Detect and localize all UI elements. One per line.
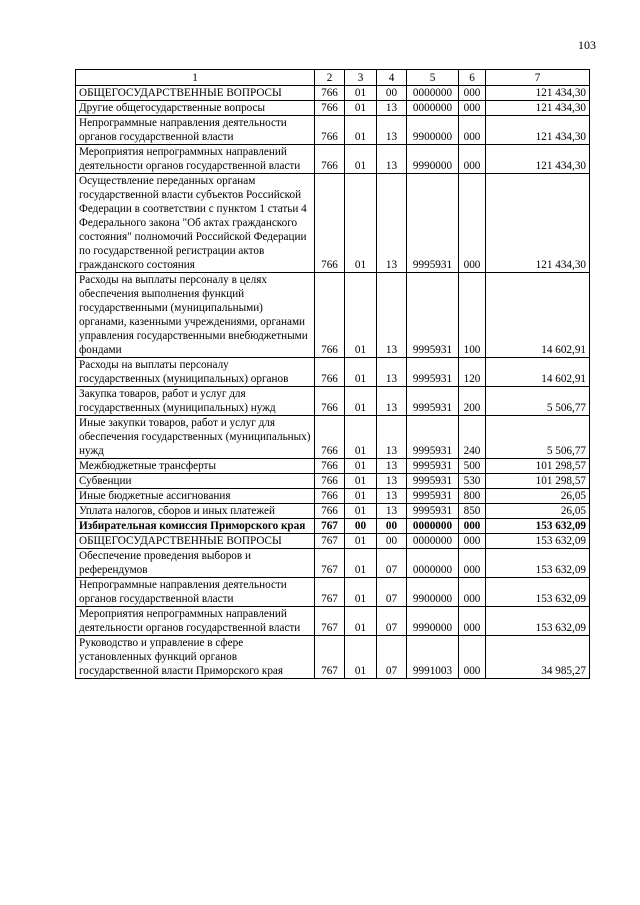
table-row (76, 578, 590, 607)
subsection-code: 13 (377, 145, 407, 174)
page-number: 103 (578, 38, 596, 52)
table-row (76, 116, 590, 145)
header-cell: 1 (76, 70, 315, 86)
row-name: Уплата налогов, сборов и иных платежей (76, 504, 315, 519)
row-name: ОБЩЕГОСУДАРСТВЕННЫЕ ВОПРОСЫ (76, 534, 315, 549)
amount: 5 506,77 (486, 387, 590, 416)
section-code: 01 (345, 636, 377, 679)
target-article-code: 9900000 (407, 116, 459, 145)
section-code: 01 (345, 358, 377, 387)
ved-code: 767 (315, 549, 345, 578)
expense-type-code: 000 (459, 549, 486, 578)
section-code: 00 (345, 519, 377, 534)
target-article-code: 0000000 (407, 86, 459, 101)
section-code: 01 (345, 116, 377, 145)
section-code: 01 (345, 474, 377, 489)
table-row (76, 474, 590, 489)
header-row (76, 70, 590, 86)
subsection-code: 13 (377, 474, 407, 489)
ved-code: 766 (315, 489, 345, 504)
subsection-code: 07 (377, 578, 407, 607)
row-name: ОБЩЕГОСУДАРСТВЕННЫЕ ВОПРОСЫ (76, 86, 315, 101)
subsection-code: 13 (377, 504, 407, 519)
subsection-code: 07 (377, 636, 407, 679)
row-name: Непрограммные направления деятельности органов государственной власти (76, 578, 315, 607)
subsection-code: 07 (377, 607, 407, 636)
table-row (76, 101, 590, 116)
subsection-code: 13 (377, 273, 407, 358)
row-name: Межбюджетные трансферты (76, 459, 315, 474)
section-code: 01 (345, 387, 377, 416)
ved-code: 766 (315, 116, 345, 145)
row-name: Осуществление переданных органам государственной власти субъектов Российской Федерации в соответствии с пунктом 1 статьи 4 Федерального закона "Об актах гражданского состояния" полномочий Российской Федерации по государственной регистрации актов гражданского состояния (76, 174, 315, 273)
row-name: Закупка товаров, работ и услуг для государственных (муниципальных) нужд (76, 387, 315, 416)
expense-type-code: 000 (459, 145, 486, 174)
budget-table (75, 69, 590, 679)
section-code: 01 (345, 145, 377, 174)
section-code: 01 (345, 489, 377, 504)
ved-code: 766 (315, 459, 345, 474)
expense-type-code: 000 (459, 174, 486, 273)
subsection-code: 00 (377, 534, 407, 549)
amount: 101 298,57 (486, 459, 590, 474)
row-name: Мероприятия непрограммных направлений деятельности органов государственной власти (76, 145, 315, 174)
row-name: Руководство и управление в сфере установленных функций органов государственной власти Приморского края (76, 636, 315, 679)
table-row (76, 549, 590, 578)
target-article-code: 0000000 (407, 519, 459, 534)
header-cell: 5 (407, 70, 459, 86)
expense-type-code: 000 (459, 116, 486, 145)
section-code: 01 (345, 549, 377, 578)
row-name: Иные бюджетные ассигнования (76, 489, 315, 504)
amount: 121 434,30 (486, 86, 590, 101)
ved-code: 766 (315, 174, 345, 273)
target-article-code: 9995931 (407, 387, 459, 416)
table-row (76, 459, 590, 474)
section-code: 01 (345, 416, 377, 459)
expense-type-code: 530 (459, 474, 486, 489)
table-row (76, 358, 590, 387)
header-cell: 2 (315, 70, 345, 86)
ved-code: 766 (315, 387, 345, 416)
table-row (76, 504, 590, 519)
target-article-code: 9900000 (407, 578, 459, 607)
expense-type-code: 000 (459, 578, 486, 607)
section-code: 01 (345, 174, 377, 273)
section-code: 01 (345, 578, 377, 607)
subsection-code: 13 (377, 358, 407, 387)
expense-type-code: 200 (459, 387, 486, 416)
table-row (76, 387, 590, 416)
amount: 101 298,57 (486, 474, 590, 489)
subsection-code: 13 (377, 489, 407, 504)
row-name: Обеспечение проведения выборов и референдумов (76, 549, 315, 578)
expense-type-code: 000 (459, 636, 486, 679)
amount: 153 632,09 (486, 578, 590, 607)
expense-type-code: 000 (459, 86, 486, 101)
expense-type-code: 000 (459, 101, 486, 116)
row-name: Иные закупки товаров, работ и услуг для обеспечения государственных (муниципальных) нужд (76, 416, 315, 459)
subsection-code: 13 (377, 116, 407, 145)
ved-code: 766 (315, 86, 345, 101)
amount: 121 434,30 (486, 101, 590, 116)
table-row (76, 607, 590, 636)
ved-code: 767 (315, 636, 345, 679)
row-name: Расходы на выплаты персоналу государственных (муниципальных) органов (76, 358, 315, 387)
amount: 26,05 (486, 504, 590, 519)
expense-type-code: 240 (459, 416, 486, 459)
row-name: Мероприятия непрограммных направлений деятельности органов государственной власти (76, 607, 315, 636)
ved-code: 766 (315, 416, 345, 459)
subsection-code: 13 (377, 459, 407, 474)
ved-code: 766 (315, 358, 345, 387)
target-article-code: 9995931 (407, 489, 459, 504)
target-article-code: 9995931 (407, 273, 459, 358)
target-article-code: 9995931 (407, 459, 459, 474)
ved-code: 766 (315, 101, 345, 116)
expense-type-code: 800 (459, 489, 486, 504)
row-name: Субвенции (76, 474, 315, 489)
subsection-code: 13 (377, 174, 407, 273)
target-article-code: 9990000 (407, 607, 459, 636)
row-name: Другие общегосударственные вопросы (76, 101, 315, 116)
table-row (76, 519, 590, 534)
expense-type-code: 000 (459, 607, 486, 636)
header-cell: 4 (377, 70, 407, 86)
table-row (76, 534, 590, 549)
table-row (76, 86, 590, 101)
subsection-code: 13 (377, 416, 407, 459)
amount: 121 434,30 (486, 116, 590, 145)
amount: 5 506,77 (486, 416, 590, 459)
subsection-code: 00 (377, 86, 407, 101)
header-cell: 7 (486, 70, 590, 86)
expense-type-code: 500 (459, 459, 486, 474)
target-article-code: 9995931 (407, 504, 459, 519)
amount: 121 434,30 (486, 145, 590, 174)
ved-code: 766 (315, 504, 345, 519)
table-row (76, 174, 590, 273)
amount: 153 632,09 (486, 549, 590, 578)
amount: 153 632,09 (486, 607, 590, 636)
row-name: Расходы на выплаты персоналу в целях обеспечения выполнения функций государственными (муниципальными) органами, казенными учреждениями, органами управления государственными внебюджетными фондами (76, 273, 315, 358)
expense-type-code: 850 (459, 504, 486, 519)
ved-code: 767 (315, 519, 345, 534)
table-row (76, 489, 590, 504)
ved-code: 766 (315, 273, 345, 358)
table-row (76, 145, 590, 174)
amount: 153 632,09 (486, 519, 590, 534)
section-code: 01 (345, 459, 377, 474)
subsection-code: 13 (377, 387, 407, 416)
subsection-code: 00 (377, 519, 407, 534)
table-row (76, 636, 590, 679)
section-code: 01 (345, 607, 377, 636)
subsection-code: 07 (377, 549, 407, 578)
target-article-code: 0000000 (407, 534, 459, 549)
section-code: 01 (345, 101, 377, 116)
ved-code: 767 (315, 607, 345, 636)
expense-type-code: 120 (459, 358, 486, 387)
target-article-code: 9995931 (407, 474, 459, 489)
target-article-code: 9995931 (407, 416, 459, 459)
amount: 14 602,91 (486, 358, 590, 387)
amount: 14 602,91 (486, 273, 590, 358)
section-code: 01 (345, 504, 377, 519)
amount: 26,05 (486, 489, 590, 504)
subsection-code: 13 (377, 101, 407, 116)
ved-code: 767 (315, 578, 345, 607)
target-article-code: 9995931 (407, 358, 459, 387)
row-name: Непрограммные направления деятельности органов государственной власти (76, 116, 315, 145)
section-code: 01 (345, 273, 377, 358)
amount: 34 985,27 (486, 636, 590, 679)
section-code: 01 (345, 534, 377, 549)
amount: 121 434,30 (486, 174, 590, 273)
ved-code: 766 (315, 474, 345, 489)
target-article-code: 0000000 (407, 549, 459, 578)
header-cell: 6 (459, 70, 486, 86)
expense-type-code: 000 (459, 534, 486, 549)
expense-type-code: 000 (459, 519, 486, 534)
table-row (76, 273, 590, 358)
target-article-code: 9990000 (407, 145, 459, 174)
target-article-code: 9991003 (407, 636, 459, 679)
header-cell: 3 (345, 70, 377, 86)
ved-code: 767 (315, 534, 345, 549)
amount: 153 632,09 (486, 534, 590, 549)
target-article-code: 9995931 (407, 174, 459, 273)
target-article-code: 0000000 (407, 101, 459, 116)
row-name: Избирательная комиссия Приморского края (76, 519, 315, 534)
expense-type-code: 100 (459, 273, 486, 358)
section-code: 01 (345, 86, 377, 101)
table-row (76, 416, 590, 459)
ved-code: 766 (315, 145, 345, 174)
